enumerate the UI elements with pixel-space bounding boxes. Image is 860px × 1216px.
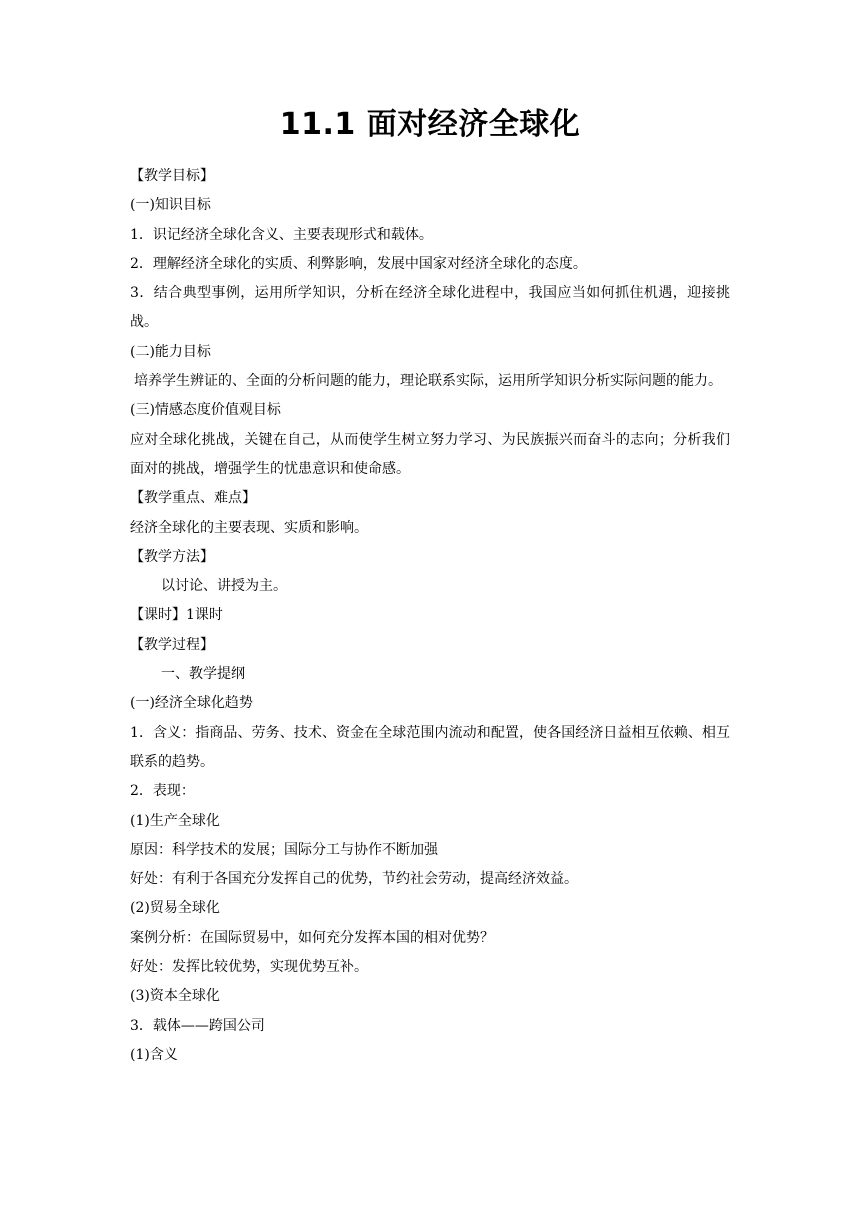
list-item: 1．识记经济全球化含义、主要表现形式和载体。 [130,226,433,243]
list-item: 2．表现： [130,783,195,800]
sub-list-item: (1)含义 [130,1046,178,1063]
paragraph: 经济全球化的主要表现、实质和影响。 [130,519,368,536]
section-heading: 【课时】1课时 [130,607,223,624]
paragraph: 培养学生辨证的、全面的分析问题的能力，理论联系实际，运用所学知识分析实际问题的能力。 [134,373,722,390]
section-heading: 【教学目标】 [130,168,214,184]
outline-heading: 一、教学提纲 [161,666,245,683]
sub-list-item: (1)生产全球化 [130,812,220,829]
paragraph: 好处：发挥比较优势，实现优势互补。 [130,959,368,976]
list-item: 3．结合典型事例，运用所学知识，分析在经济全球化进程中，我国应当如何抓住机遇，迎接挑战。 [130,285,730,331]
section-heading: 【教学重点、难点】 [130,490,256,507]
subsection-heading: (二)能力目标 [130,343,211,360]
document-title: 11.1 面对经济全球化 [279,107,581,142]
sub-list-item: (3)资本全球化 [130,988,220,1005]
subsection-heading: (三)情感态度价值观目标 [130,402,281,419]
paragraph: 好处：有利于各国充分发挥自己的优势，节约社会劳动，提高经济效益。 [130,871,578,888]
paragraph: 原因：科学技术的发展；国际分工与协作不断加强 [130,841,438,858]
paragraph: 应对全球化挑战，关键在自己，从而使学生树立努力学习、为民族振兴而奋斗的志向；分析我们面对的挑战，增强学生的忧患意识和使命感。 [130,431,730,477]
section-heading: 【教学过程】 [130,636,214,653]
subsection-heading: (一)知识目标 [130,197,211,214]
sub-list-item: (2)贸易全球化 [130,900,220,917]
document-body [130,162,730,1070]
paragraph: 案例分析：在国际贸易中，如何充分发挥本国的相对优势？ [130,929,494,946]
list-item: 1．含义：指商品、劳务、技术、资金在全球范围内流动和配置，使各国经济日益相互依赖、相互联系的趋势。 [130,724,730,770]
paragraph: 以讨论、讲授为主。 [161,578,287,595]
list-item: 3．载体——跨国公司 [130,1017,265,1034]
section-heading: 【教学方法】 [130,548,214,565]
list-item: 2．理解经济全球化的实质、利弊影响，发展中国家对经济全球化的态度。 [130,255,587,272]
subsection-heading: (一)经济全球化趋势 [130,695,253,712]
